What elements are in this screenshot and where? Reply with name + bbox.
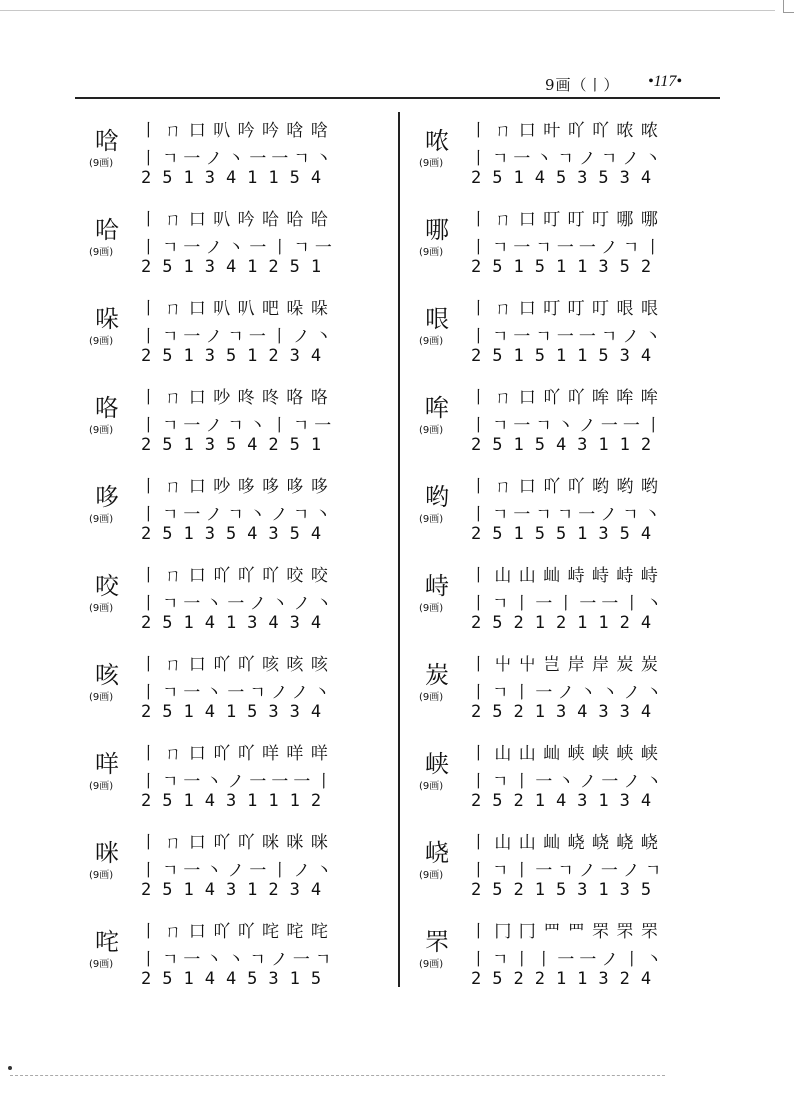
character-entry [415,112,725,201]
entry-character: 炭 [425,661,449,689]
entry-stroke-count-label: (9画) [89,514,114,525]
entry-stroke-shapes: 丨ㄱ一ㄱ一一ㄱノ丶 [470,327,667,347]
character-entry [85,201,395,290]
footer-line [10,1075,665,1077]
entry-stroke-stages: 丨 ㄇ 口 吖 吖 咪 咪 咪 [140,833,329,853]
entry-stroke-count-label: (9画) [419,247,444,258]
entry-stroke-shapes: 丨ㄱ一ㄱ丶ノ一一丨 [470,416,667,436]
section-title: 9画（丨） [545,76,620,94]
entry-stroke-stages: 丨 ㄇ 口 叮 叮 叮 哪 哪 [470,210,659,230]
header-rule [75,97,720,99]
entry-stroke-shapes: 丨ㄱ一丶ノ一一一丨 [140,772,338,792]
entry-character: 哪 [425,216,449,244]
character-entry [85,112,395,201]
entry-stroke-count-label: (9画) [419,692,444,703]
entry-character: 哏 [425,305,449,333]
character-entry [415,913,725,1002]
character-entry [85,646,395,735]
entry-stroke-count-label: (9画) [89,247,114,258]
character-entry [85,290,395,379]
entry-stroke-shapes: 丨ㄱ一丶一ノ丶ノ丶 [140,594,338,614]
entry-stroke-shapes: 丨ㄱ丨一丨一一丨丶 [470,594,668,614]
character-entry [85,379,395,468]
entry-stroke-codes: 251431112 [141,791,333,811]
right-column [415,112,725,1002]
entry-stroke-count-label: (9画) [89,692,114,703]
entry-stroke-codes: 252134334 [471,702,663,722]
entry-stroke-codes: 251341154 [141,168,333,188]
entry-stroke-stages: 丨 ㄇ 口 叭 叭 吧 哚 哚 [140,299,329,319]
entry-stroke-shapes: 丨ㄱ一丶丶ㄱノ一ㄱ [140,950,337,970]
entry-stroke-stages: 丨 ㄇ 口 叶 吖 吖 哝 哝 [470,121,659,141]
entry-stroke-stages: 丨 ㄇ 口 吖 吖 吖 咬 咬 [140,566,329,586]
entry-stroke-count-label: (9画) [419,514,444,525]
character-entry [415,379,725,468]
entry-stroke-stages: 丨 ㄇ 口 叭 吟 哈 哈 哈 [140,210,329,230]
entry-stroke-codes: 251341251 [141,257,333,277]
entry-stroke-codes: 251551354 [471,524,663,544]
entry-stroke-codes: 252211324 [471,969,663,989]
entry-stroke-codes: 251413434 [141,613,333,633]
entry-stroke-codes: 251445315 [141,969,333,989]
entry-stroke-count-label: (9画) [89,870,114,881]
character-entry [85,557,395,646]
entry-stroke-count-label: (9画) [89,425,114,436]
character-entry [415,201,725,290]
character-entry [85,913,395,1002]
entry-character: 罘 [425,928,449,956]
entry-stroke-stages: 丨 山 山 屾 峣 峣 峣 峣 [470,833,659,853]
entry-stroke-shapes: 丨ㄱ丨一丶ノ一ノ丶 [470,772,668,792]
entry-character: 唅 [95,127,119,155]
entry-stroke-codes: 251511352 [471,257,663,277]
entry-stroke-stages: 丨 山 山 屾 峡 峡 峡 峡 [470,744,659,764]
character-entry [415,557,725,646]
entry-stroke-stages: 丨 ㄇ 口 吖 吖 咤 咤 咤 [140,922,329,942]
entry-stroke-count-label: (9画) [89,959,114,970]
top-border-line [0,10,775,11]
character-entry [415,646,725,735]
entry-stroke-count-label: (9画) [419,870,444,881]
entry-character: 咬 [95,572,119,600]
page-number: •117• [648,73,683,90]
entry-stroke-count-label: (9画) [419,781,444,792]
entry-stroke-stages: 丨 ㄇ 口 吖 吖 咩 咩 咩 [140,744,329,764]
entry-character: 咪 [95,839,119,867]
entry-stroke-codes: 251351234 [141,346,333,366]
entry-character: 峡 [425,750,449,778]
entry-stroke-codes: 251511534 [471,346,663,366]
entry-character: 咤 [95,928,119,956]
column-divider [398,112,400,987]
character-entry [85,824,395,913]
scan-dot [8,1066,12,1070]
entry-stroke-codes: 251453534 [471,168,663,188]
entry-character: 峣 [425,839,449,867]
entry-stroke-count-label: (9画) [419,603,444,614]
entry-stroke-stages: 丨 ㄇ 口 吵 咚 咚 咯 咯 [140,388,329,408]
entry-stroke-codes: 251354354 [141,524,333,544]
character-entry [415,290,725,379]
entry-stroke-stages: 丨 ㄇ 口 吖 吖 哞 哞 哞 [470,388,659,408]
entry-stroke-shapes: 丨ㄱ一ノㄱ丶ノㄱ丶 [140,505,337,525]
entry-stroke-stages: 丨 屮 屮 岂 岸 岸 炭 炭 [470,655,659,675]
entry-stroke-codes: 252153135 [471,880,663,900]
entry-stroke-shapes: 丨ㄱ一丶一ㄱノノ丶 [140,683,336,703]
entry-character: 哞 [425,394,449,422]
entry-character: 峙 [425,572,449,600]
entry-stroke-stages: 丨 ㄇ 口 叮 叮 叮 哏 哏 [470,299,659,319]
entry-stroke-shapes: 丨ㄱ一ノㄱ丶丨ㄱ一 [140,416,337,436]
entry-stroke-codes: 252121124 [471,613,663,633]
entry-stroke-codes: 251431234 [141,880,333,900]
entry-stroke-shapes: 丨ㄱ丨一ㄱノ一ノㄱ [470,861,667,881]
entry-character: 咳 [95,661,119,689]
entry-stroke-count-label: (9画) [89,158,114,169]
left-column [85,112,395,1002]
character-entry [415,468,725,557]
entry-character: 哟 [425,483,449,511]
entry-stroke-count-label: (9画) [89,336,114,347]
entry-stroke-codes: 252143134 [471,791,663,811]
entry-stroke-count-label: (9画) [419,158,444,169]
page-corner-mark [783,0,794,13]
entry-stroke-count-label: (9画) [419,959,444,970]
entry-stroke-shapes: 丨ㄱ一ノ丶一丨ㄱ一 [140,238,337,258]
entry-stroke-count-label: (9画) [419,336,444,347]
entry-stroke-shapes: 丨ㄱ丨一ノ丶丶ノ丶 [470,683,668,703]
entry-stroke-shapes: 丨ㄱ一ㄱㄱ一ノㄱ丶 [470,505,666,525]
entry-stroke-shapes: 丨ㄱ一丶ノ一丨ノ丶 [140,861,338,881]
entry-stroke-codes: 251415334 [141,702,333,722]
entry-stroke-codes: 251354251 [141,435,333,455]
entry-character: 哆 [95,483,119,511]
entry-stroke-codes: 251543112 [471,435,663,455]
entry-stroke-stages: 丨 ㄇ 口 吵 哆 哆 哆 哆 [140,477,329,497]
entry-stroke-shapes: 丨ㄱ一丶ㄱノㄱノ丶 [470,149,667,169]
entry-stroke-stages: 丨 ㄇ 口 吖 吖 咳 咳 咳 [140,655,329,675]
entry-character: 哝 [425,127,449,155]
entry-stroke-count-label: (9画) [419,425,444,436]
entry-stroke-stages: 丨 ㄇ 口 叭 吟 吟 唅 唅 [140,121,329,141]
entry-stroke-shapes: 丨ㄱ丨丨一一ノ丨丶 [470,950,668,970]
character-entry [415,824,725,913]
page-header [0,70,800,100]
entry-character: 哈 [95,216,119,244]
entry-stroke-count-label: (9画) [89,781,114,792]
entry-stroke-shapes: 丨ㄱ一ㄱ一一ノㄱ丨 [470,238,667,258]
character-entry [415,735,725,824]
character-entry [85,735,395,824]
entry-stroke-shapes: 丨ㄱ一ノ丶一一ㄱ丶 [140,149,337,169]
entry-stroke-count-label: (9画) [89,603,114,614]
entry-stroke-stages: 丨 冂 冂 罒 罒 罘 罘 罘 [470,922,659,942]
entry-character: 哚 [95,305,119,333]
character-entry [85,468,395,557]
entry-stroke-stages: 丨 ㄇ 口 吖 吖 哟 哟 哟 [470,477,659,497]
entry-character: 咩 [95,750,119,778]
entry-character: 咯 [95,394,119,422]
entry-stroke-shapes: 丨ㄱ一ノㄱ一丨ノ丶 [140,327,337,347]
entry-stroke-stages: 丨 山 山 屾 峙 峙 峙 峙 [470,566,659,586]
